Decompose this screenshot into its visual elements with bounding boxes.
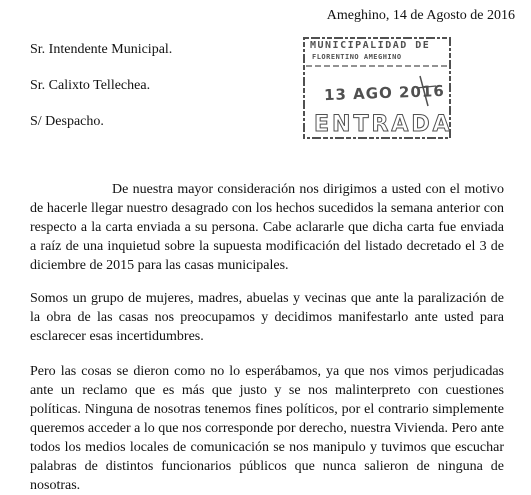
paragraph-1: De nuestra mayor consideración nos dirigimos a usted con el motivo de hacerle llegar nuestro desagrado con los hechos sucedidos la semana anterior con respecto a la carta enviada a su persona. Cabe aclararle que dicha carta fue enviada a raíz de una inquietud sobre la supuesta modificación del listado decretado el 3 de diciembre de 2015 para las casas municipales. — [30, 182, 504, 273]
reception-stamp — [302, 36, 452, 140]
recipient-line-intendente: Sr. Intendente Municipal. — [30, 42, 173, 57]
stamp-municipality-text: MUNICIPALIDAD DE — [310, 40, 431, 51]
stamp-town-text: FLORENTINO AMEGHINO — [312, 53, 402, 61]
paragraph-3: Pero las cosas se dieron como no lo esperábamos, ya que nos vimos perjudicadas ante un reclamo que es más que justo y se nos malinterpreto con cuestiones políticas. Ninguna de nosotras tenemos fines políticos, por el contrario simplemente queremos acceder a lo que nos corresponde por derecho, nuestra Vivienda. Pero ante todos los medios locales de comunicación se nos manipulo y tuvimos que escuchar palabras de distintos funcionarios públicos que nunca salieron de ninguna de nosotras. — [30, 364, 504, 493]
recipient-line-name: Sr. Calixto Tellechea. — [30, 78, 151, 93]
date-line: Ameghino, 14 de Agosto de 2016 — [326, 8, 515, 23]
stamp-entrada-label: ENTRADA — [314, 112, 453, 137]
paragraph-2: Somos un grupo de mujeres, madres, abuelas y vecinas que ante la paralización de la obra de las casas nos preocupamos y decidimos manifestarlo ante usted para esclarecer esas incertidumbres. — [30, 291, 504, 344]
recipient-line-despacho: S/ Despacho. — [30, 114, 104, 129]
stamp-date: 13 AGO 2016 — [323, 81, 446, 105]
